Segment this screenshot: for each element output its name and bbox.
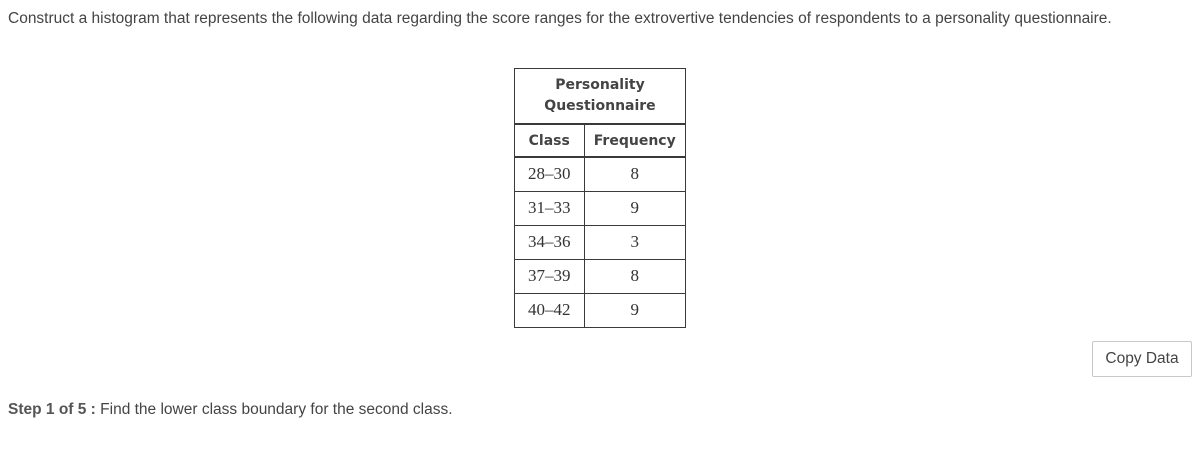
table-title-line2: Questionnaire (544, 98, 656, 114)
table-title-line1: Personality (555, 77, 645, 93)
class-cell: 28–30 (515, 157, 584, 191)
table-row (515, 293, 685, 327)
table-caption (515, 69, 685, 125)
step-label: Step 1 of 5 : (8, 401, 96, 418)
frequency-cell: 8 (630, 164, 639, 184)
frequency-cell: 3 (584, 225, 685, 259)
table-header-row (515, 125, 685, 157)
column-header-class: Class (515, 125, 584, 157)
table-row (515, 225, 685, 259)
copy-data-button[interactable]: Copy Data (1092, 341, 1192, 377)
frequency-table (514, 68, 686, 328)
table-row (515, 259, 685, 293)
frequency-cell: 8 (584, 259, 685, 293)
step-text: Find the lower class boundary for the second class. (100, 401, 453, 418)
class-cell: 34–36 (515, 225, 584, 259)
class-cell: 31–33 (515, 191, 584, 225)
column-header-frequency: Frequency (584, 125, 685, 157)
frequency-cell: 9 (584, 293, 685, 327)
step-instruction (8, 401, 453, 419)
table-row (515, 157, 685, 191)
class-cell: 40–42 (515, 293, 584, 327)
table-row (515, 191, 685, 225)
problem-prompt: Construct a histogram that represents the following data regarding the score ranges for the extrovertive tendencies of respondents to a personality questionnaire. (8, 10, 1112, 27)
frequency-cell: 9 (584, 191, 685, 225)
class-cell: 37–39 (515, 259, 584, 293)
data-table (515, 125, 685, 327)
